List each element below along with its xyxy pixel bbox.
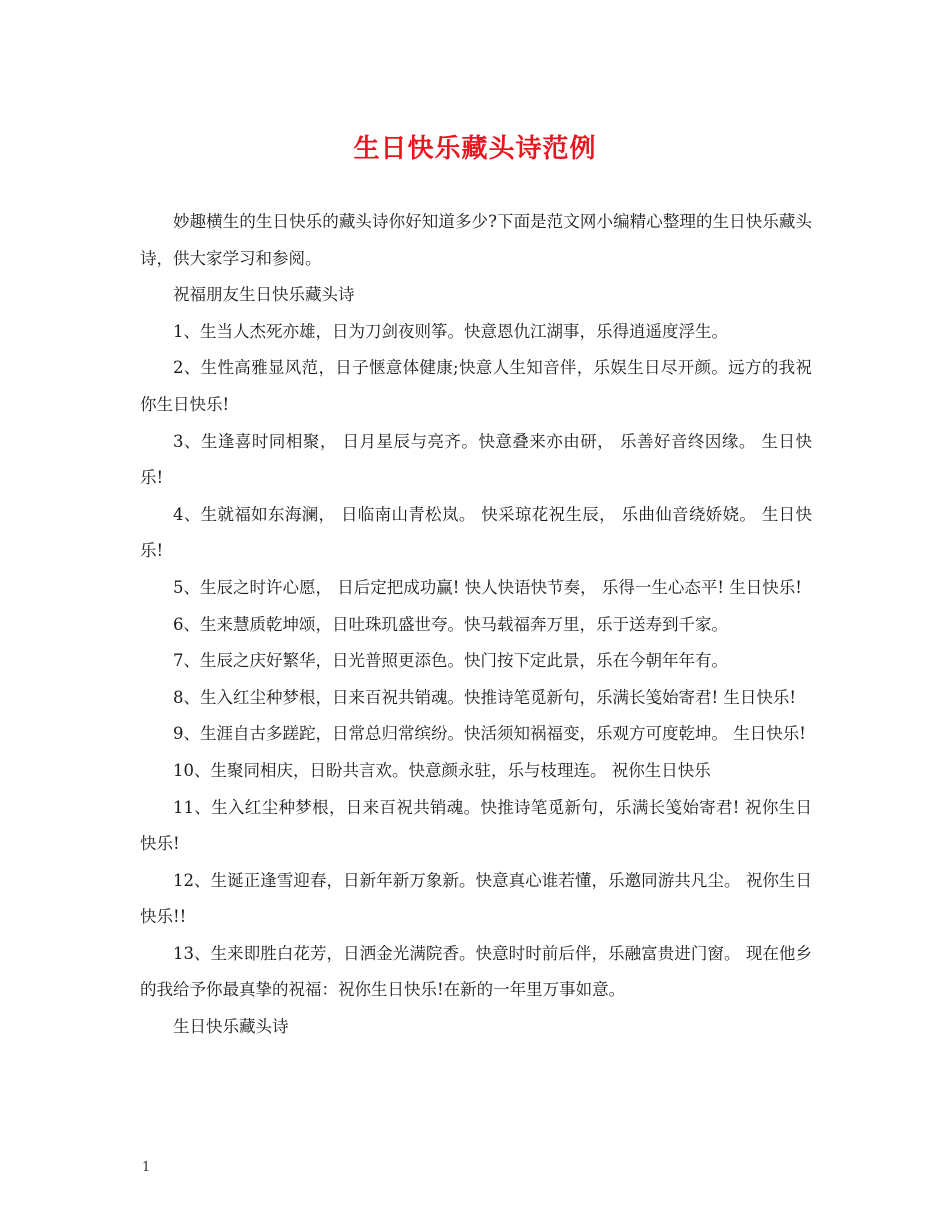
poem-7: 7、生辰之庆好繁华，日光普照更添色。快门按下定此景，乐在今朝年年有。	[173, 651, 728, 671]
document-body	[140, 204, 812, 1046]
poem-5: 5、生辰之时许心愿， 日后定把成功赢! 快人快语快节奏， 乐得一生心态平! 生日快乐!	[173, 577, 802, 597]
section-heading: 祝福朋友生日快乐藏头诗	[173, 285, 355, 305]
page-title: 生日快乐藏头诗范例	[353, 134, 597, 164]
section-heading-2: 生日快乐藏头诗	[173, 1017, 289, 1037]
poem-4: 4、生就福如东海澜， 日临南山青松岚。 快采琼花祝生辰， 乐曲仙音绕娇娆。 生日快乐!	[140, 504, 812, 561]
poem-11: 11、生入红尘种梦根，日来百祝共销魂。快推诗笔觅新句，乐满长笺始寄君! 祝你生日快乐!	[140, 797, 812, 854]
poem-9: 9、生涯自古多蹉跎，日常总归常缤纷。快活须知祸福变，乐观方可度乾坤。 生日快乐!	[173, 724, 806, 744]
poem-1: 1、生当人杰死亦雄，日为刀剑夜则筝。快意恩仇江湖事，乐得逍遥度浮生。	[173, 321, 728, 341]
poem-12: 12、生诞正逢雪迎春，日新年新万象新。快意真心谁若懂，乐邀同游共凡尘。 祝你生日快乐!!	[140, 870, 812, 927]
poem-13: 13、生来即胜白花芳，日洒金光满院香。快意时时前后伴，乐融富贵进门窗。 现在他乡的我给予你最真挚的祝福：祝你生日快乐!在新的一年里万事如意。	[140, 943, 812, 1000]
poem-8: 8、生入红尘种梦根，日来百祝共销魂。快推诗笔觅新句，乐满长笺始寄君! 生日快乐!	[173, 687, 797, 707]
page-number: 1	[142, 1160, 151, 1175]
poem-6: 6、生来慧质乾坤颂，日吐珠玑盛世夸。快马载福奔万里，乐于送寿到千家。	[173, 614, 728, 634]
poem-2: 2、生性高雅显风范，日子惬意体健康;快意人生知音伴，乐娱生日尽开颜。远方的我祝你生日快乐!	[140, 358, 812, 414]
paragraph-intro: 妙趣横生的生日快乐的藏头诗你好知道多少?下面是范文网小编精心整理的生日快乐藏头诗，供大家学习和参阅。	[140, 212, 812, 268]
poem-3: 3、生逢喜时同相聚， 日月星辰与亮齐。快意叠来亦由研， 乐善好音终因缘。 生日快乐!	[140, 431, 812, 488]
poem-10: 10、生聚同相庆，日盼共言欢。快意颜永驻，乐与枝理连。 祝你生日快乐	[173, 760, 711, 780]
